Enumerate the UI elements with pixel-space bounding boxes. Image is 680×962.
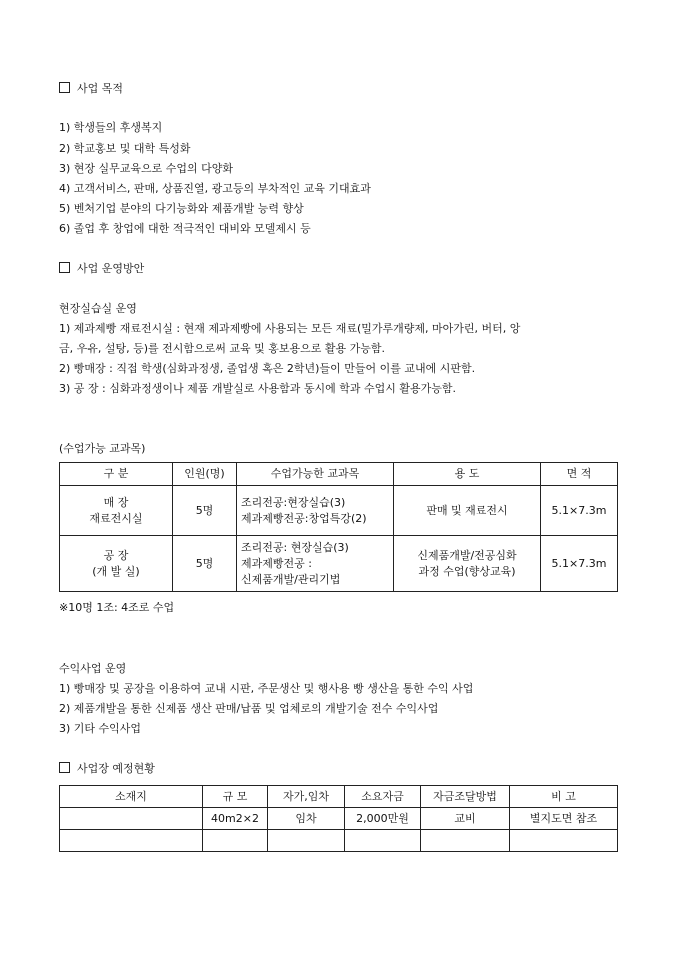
section-heading-operation: 사업 운영방안 bbox=[59, 262, 144, 276]
site-table bbox=[59, 785, 618, 852]
table-cell: 2,000만원 bbox=[345, 808, 421, 830]
header-cell: 규 모 bbox=[203, 786, 268, 808]
use-cell: 신제품개발/전공심화 과정 수업(향상교육) bbox=[394, 536, 541, 592]
header-cell: 수업가능한 교과목 bbox=[237, 463, 394, 486]
table-cell bbox=[203, 830, 268, 852]
subjects-cell: 조리전공: 현장실습(3) 제과제빵전공 : 신제품개발/관리기법 bbox=[237, 536, 394, 592]
purpose-item: 2) 학교홍보 및 대학 특성화 bbox=[59, 142, 191, 155]
revenue-item: 2) 제품개발을 통한 신제품 생산 판매/납품 및 업체로의 개발기술 전수 수익사업 bbox=[59, 702, 439, 715]
header-cell: 자금조달방법 bbox=[421, 786, 510, 808]
table-cell bbox=[60, 808, 203, 830]
table-caption: (수업가능 교과목) bbox=[59, 442, 146, 455]
header-cell: 소요자금 bbox=[345, 786, 421, 808]
use-cell: 판매 및 재료전시 bbox=[394, 486, 541, 536]
header-cell: 자가,임차 bbox=[268, 786, 345, 808]
purpose-item: 1) 학생들의 후생복지 bbox=[59, 121, 163, 134]
table-cell bbox=[510, 830, 618, 852]
table-cell bbox=[268, 830, 345, 852]
operation-line: 1) 제과제빵 재료전시실 : 현재 제과제빵에 사용되는 모든 재료(밀가루개량제, 마아가린, 버터, 앙 bbox=[59, 322, 521, 335]
table-cell: 임차 bbox=[268, 808, 345, 830]
area-cell: 5.1×7.3m bbox=[541, 486, 618, 536]
people-cell: 5명 bbox=[173, 536, 237, 592]
checkbox-square-icon bbox=[59, 762, 70, 773]
table-row bbox=[60, 536, 618, 592]
section-heading-site: 사업장 예정현황 bbox=[59, 762, 155, 776]
header-cell: 구 분 bbox=[60, 463, 173, 486]
header-cell: 비 고 bbox=[510, 786, 618, 808]
section-heading-purpose: 사업 목적 bbox=[59, 82, 123, 96]
revenue-item: 1) 빵매장 및 공장을 이용하여 교내 시판, 주문생산 및 행사용 빵 생산을 통한 수익 사업 bbox=[59, 682, 474, 695]
table-cell: 별지도면 참조 bbox=[510, 808, 618, 830]
revenue-item: 3) 기타 수익사업 bbox=[59, 722, 142, 735]
table-row bbox=[60, 486, 618, 536]
purpose-item: 5) 벤처기업 분야의 다기능화와 제품개발 능력 향상 bbox=[59, 202, 304, 215]
table-note: ※10명 1조: 4조로 수업 bbox=[59, 601, 175, 614]
header-cell: 용 도 bbox=[394, 463, 541, 486]
table-cell bbox=[345, 830, 421, 852]
operation-line: 금, 우유, 설탕, 등)를 전시함으로써 교육 및 홍보용으로 활용 가능함. bbox=[59, 342, 386, 355]
people-cell: 5명 bbox=[173, 486, 237, 536]
header-cell: 소재지 bbox=[60, 786, 203, 808]
table-cell bbox=[60, 830, 203, 852]
purpose-item: 4) 고객서비스, 판매, 상품진열, 광고등의 부차적인 교육 기대효과 bbox=[59, 182, 371, 195]
checkbox-square-icon bbox=[59, 262, 70, 273]
area-cell: 5.1×7.3m bbox=[541, 536, 618, 592]
courses-table bbox=[59, 462, 618, 592]
table-row bbox=[60, 830, 618, 852]
operation-line: 3) 공 장 : 심화과정생이나 제품 개발실로 사용함과 동시에 학과 수업시 활용가능함. bbox=[59, 382, 456, 395]
subjects-cell: 조리전공:현장실습(3) 제과제빵전공:창업특강(2) bbox=[237, 486, 394, 536]
operation-line: 2) 빵매장 : 직접 학생(심화과정생, 졸업생 혹은 2학년)들이 만들어 이를 교내에 시판함. bbox=[59, 362, 476, 375]
purpose-item: 3) 현장 실무교육으로 수업의 다양화 bbox=[59, 162, 234, 175]
purpose-item: 6) 졸업 후 창업에 대한 적극적인 대비와 모델제시 등 bbox=[59, 222, 311, 235]
table-cell bbox=[421, 830, 510, 852]
sub-heading: 현장실습실 운영 bbox=[59, 302, 137, 315]
revenue-heading: 수익사업 운영 bbox=[59, 662, 127, 675]
table-cell: 교비 bbox=[421, 808, 510, 830]
header-cell: 면 적 bbox=[541, 463, 618, 486]
division-cell: 공 장 (개 발 실) bbox=[60, 536, 173, 592]
table-header-row bbox=[60, 463, 618, 486]
header-cell: 인원(명) bbox=[173, 463, 237, 486]
table-cell: 40m2×2 bbox=[203, 808, 268, 830]
checkbox-square-icon bbox=[59, 82, 70, 93]
table-header-row bbox=[60, 786, 618, 808]
division-cell: 매 장 재료전시실 bbox=[60, 486, 173, 536]
table-row bbox=[60, 808, 618, 830]
